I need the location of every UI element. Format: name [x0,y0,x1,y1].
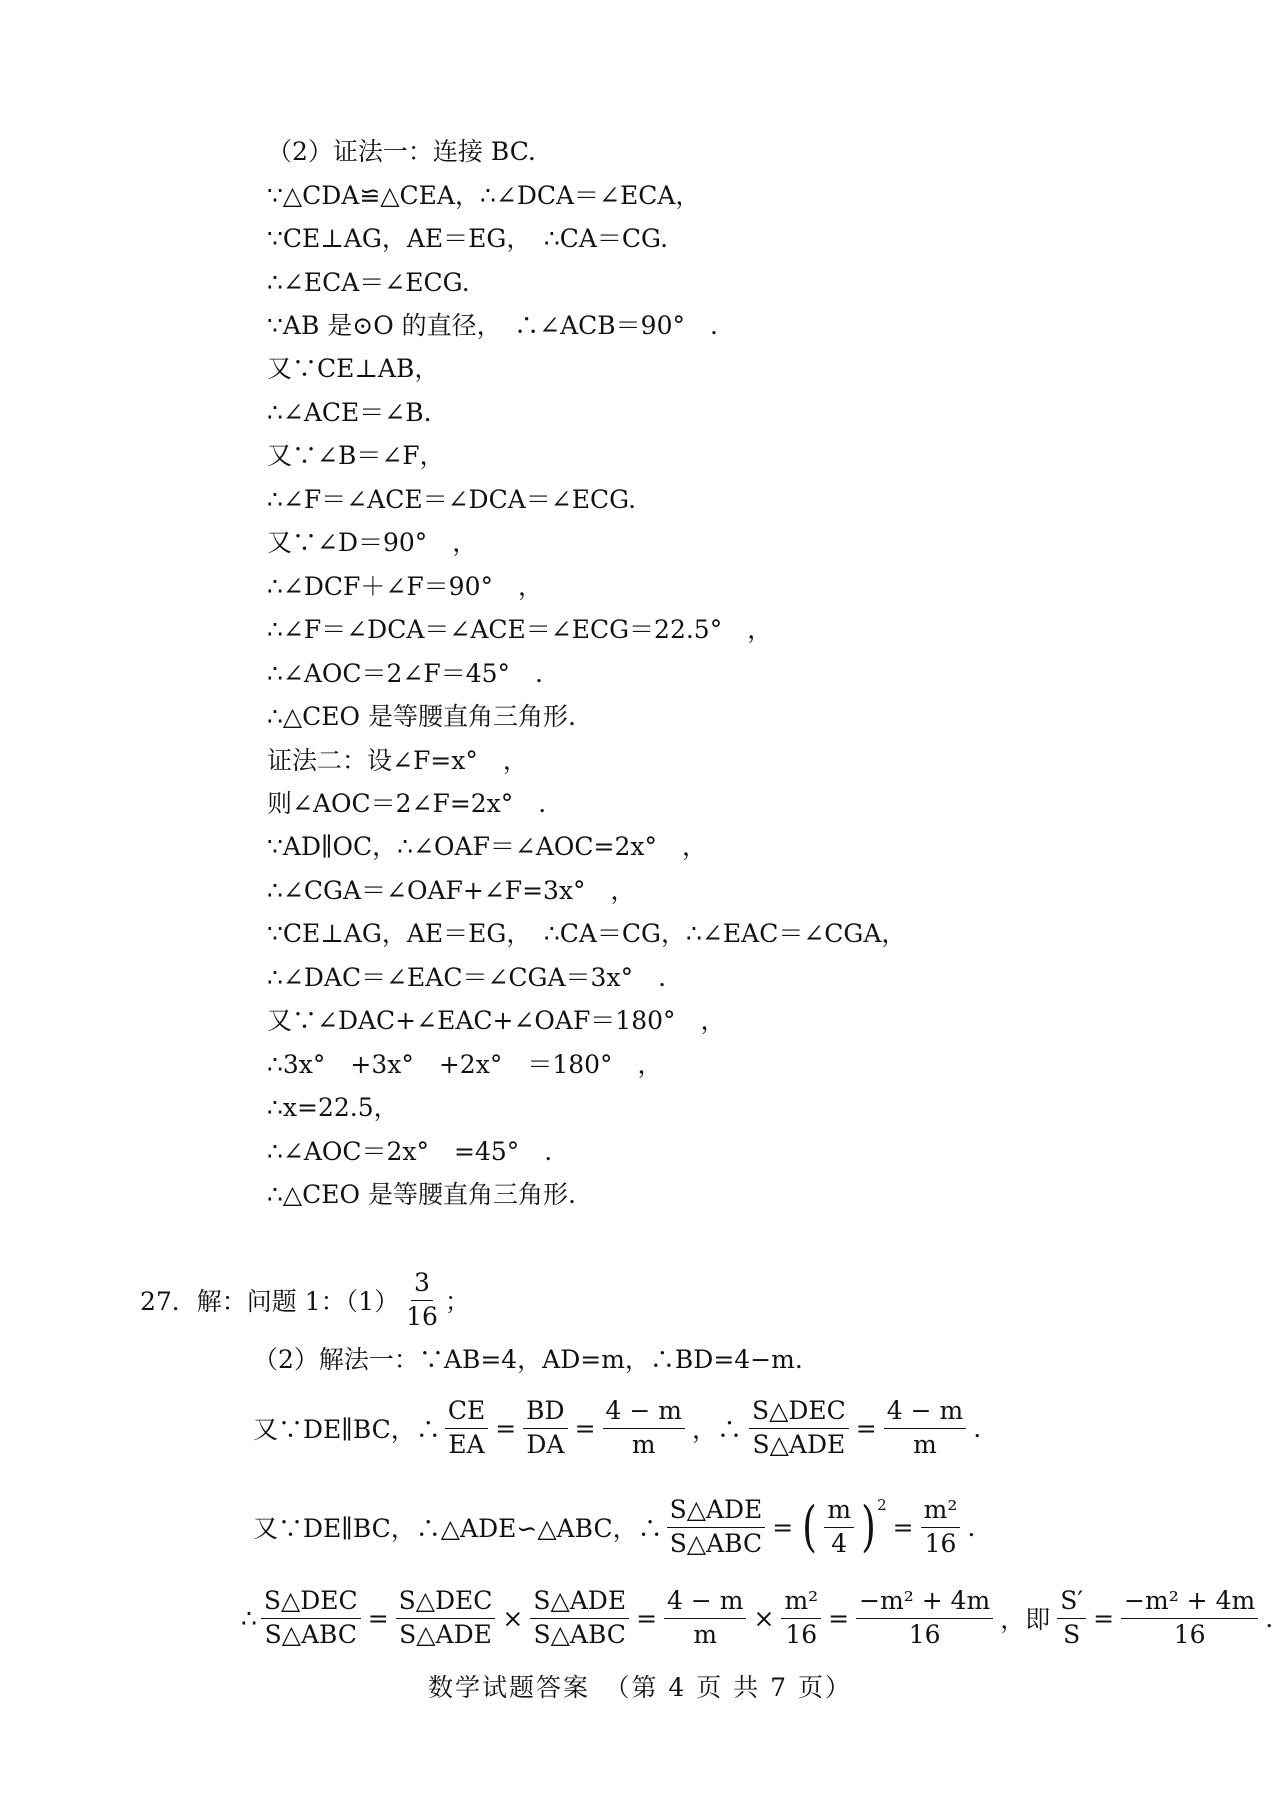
equals-sign: = [892,1512,914,1542]
fraction-denominator: 16 [406,1301,438,1331]
q27-equation-row-1 [253,1391,984,1465]
proof-line: ∴△CEO 是等腰直角三角形. [267,1180,576,1209]
fraction [667,1496,766,1559]
proof-line: ∴∠F＝∠DCA＝∠ACE＝∠ECG＝22.5° ， [267,615,773,644]
proof-line: ∵CE⊥AG，AE＝EG， ∴CA＝CG，∴∠EAC＝∠CGA， [267,919,907,948]
right-paren: ) [861,1495,876,1558]
equals-sign: = [367,1603,389,1633]
fraction-numerator: BD [523,1397,567,1429]
proof-line: 又∵∠DAC+∠EAC+∠OAF＝180° ， [267,1006,726,1035]
fraction-denominator: m [631,1429,656,1459]
fraction-denominator: EA [448,1429,485,1459]
proof-line: ∴∠AOC＝2x° =45° . [267,1137,553,1166]
parenthesized-fraction [799,1496,886,1559]
fraction-numerator: −m² + 4m [856,1587,993,1619]
fraction-denominator: S△ABC [264,1619,357,1649]
fraction-numerator: 3 [411,1269,433,1301]
fraction-numerator: m² [921,1496,961,1528]
equals-sign: = [855,1413,877,1443]
proof-line: ∴x=22.5， [267,1093,399,1122]
separator: ，∴ [691,1415,742,1444]
equals-sign: = [1093,1603,1115,1633]
equals-sign: = [772,1512,794,1542]
fraction-numerator: S△DEC [396,1587,496,1619]
times-sign: × [502,1603,524,1633]
fraction [396,1587,496,1650]
fraction-numerator: 4 − m [664,1587,746,1619]
fraction-denominator: S△ABC [669,1528,763,1558]
proof-line: ∵AB 是⊙O 的直径， ∴∠ACB＝90° . [267,311,718,340]
q27-label: 27．解：问题 1：（1） [140,1287,400,1316]
fraction-denominator: S [1063,1619,1081,1649]
fraction-denominator: m [693,1619,718,1649]
exponent: 2 [877,1496,887,1514]
left-paren: ( [802,1495,818,1558]
fraction [523,1397,567,1460]
fraction-denominator: S△ABC [533,1619,626,1649]
proof-line: ∴△CEO 是等腰直角三角形. [267,702,576,731]
fraction-numerator: S△DEC [261,1587,361,1619]
fraction-denominator: 16 [1173,1619,1206,1649]
q27-header [140,1265,470,1335]
period: . [973,1413,982,1443]
page-footer: 数学试题答案 （第 4 页 共 7 页） [427,1673,853,1702]
fraction [1057,1587,1086,1650]
fraction-denominator: DA [526,1429,565,1459]
fraction [749,1397,849,1460]
fraction [1121,1587,1258,1650]
proof-line: ∵△CDA≌△CEA，∴∠DCA＝∠ECA， [267,181,701,210]
row3-prefix: ∴ [241,1603,257,1633]
q27-equation-row-2 [253,1485,978,1569]
fraction [921,1496,961,1559]
proof-line: ∴∠F＝∠ACE＝∠DCA＝∠ECG. [267,485,637,514]
fraction-numerator: −m² + 4m [1121,1587,1258,1619]
fraction [781,1587,821,1650]
period: . [967,1512,976,1542]
fraction [884,1397,966,1460]
proof-line: 又∵∠D＝90° ， [267,528,478,557]
fraction-denominator: m [913,1429,937,1459]
proof-line: ∴∠DAC＝∠EAC＝∠CGA＝3x° . [267,963,667,992]
fraction [445,1397,488,1460]
equals-sign: = [495,1413,517,1443]
fraction-numerator: m [824,1496,854,1528]
fraction-numerator: S△ADE [530,1587,629,1619]
fraction-numerator: S△ADE [667,1496,766,1528]
proof-line: 又∵CE⊥AB， [267,354,440,383]
proof-line: ∴∠ACE＝∠B. [267,398,432,427]
q27-answer-end: ； [444,1287,470,1316]
proof-line: ∵CE⊥AG，AE＝EG， ∴CA＝CG. [267,224,669,253]
proof-line: （2）证法一：连接 BC. [267,137,536,166]
fraction-numerator: CE [445,1397,488,1429]
fraction [824,1496,854,1559]
proof-line: ∴∠DCF＋∠F＝90° ， [267,572,543,601]
proof-line: ∴3x° +3x° +2x° ＝180° ， [267,1050,663,1079]
q27-equation-row-3 [241,1581,1276,1655]
fraction [530,1587,629,1650]
fraction [261,1587,361,1650]
fraction-denominator: 16 [908,1619,941,1649]
row1-prefix: 又∵DE∥BC，∴ [253,1415,441,1444]
proof-line: ∴∠AOC＝2∠F＝45° . [267,659,543,688]
proof-line: 又∵∠B＝∠F， [267,441,445,470]
q27-answer-fraction [403,1269,441,1332]
fraction-numerator: S△DEC [749,1397,849,1429]
fraction [603,1397,685,1460]
q27-method-line: （2）解法一：∵AB=4，AD=m，∴BD=4−m. [253,1345,803,1374]
proof-line: ∵AD∥OC，∴∠OAF＝∠AOC=2x° ， [267,832,708,861]
proof-line: 证法二：设∠F=x° ， [267,746,528,775]
fraction-numerator: 4 − m [884,1397,966,1429]
times-sign: × [753,1603,775,1633]
fraction-numerator: S′ [1057,1587,1086,1619]
proof-line: 则∠AOC＝2∠F=2x° . [267,789,547,818]
period: . [1265,1603,1274,1633]
equals-sign: = [828,1603,850,1633]
fraction [664,1587,746,1650]
proof-line: ∴∠CGA＝∠OAF+∠F=3x° ， [267,876,636,905]
fraction-denominator: 4 [831,1528,848,1558]
fraction-numerator: 4 − m [603,1397,685,1429]
proof-line: ∴∠ECA＝∠ECG. [267,268,470,297]
fraction-denominator: S△ADE [399,1619,492,1649]
fraction-numerator: m² [781,1587,821,1619]
fraction-denominator: 16 [924,1528,957,1558]
separator: ，即 [1000,1605,1051,1634]
fraction [856,1587,993,1650]
equals-sign: = [574,1413,596,1443]
row2-prefix: 又∵DE∥BC，∴△ADE∽△ABC，∴ [253,1514,663,1543]
equals-sign: = [636,1603,658,1633]
fraction-denominator: S△ADE [752,1429,846,1459]
fraction-denominator: 16 [785,1619,818,1649]
